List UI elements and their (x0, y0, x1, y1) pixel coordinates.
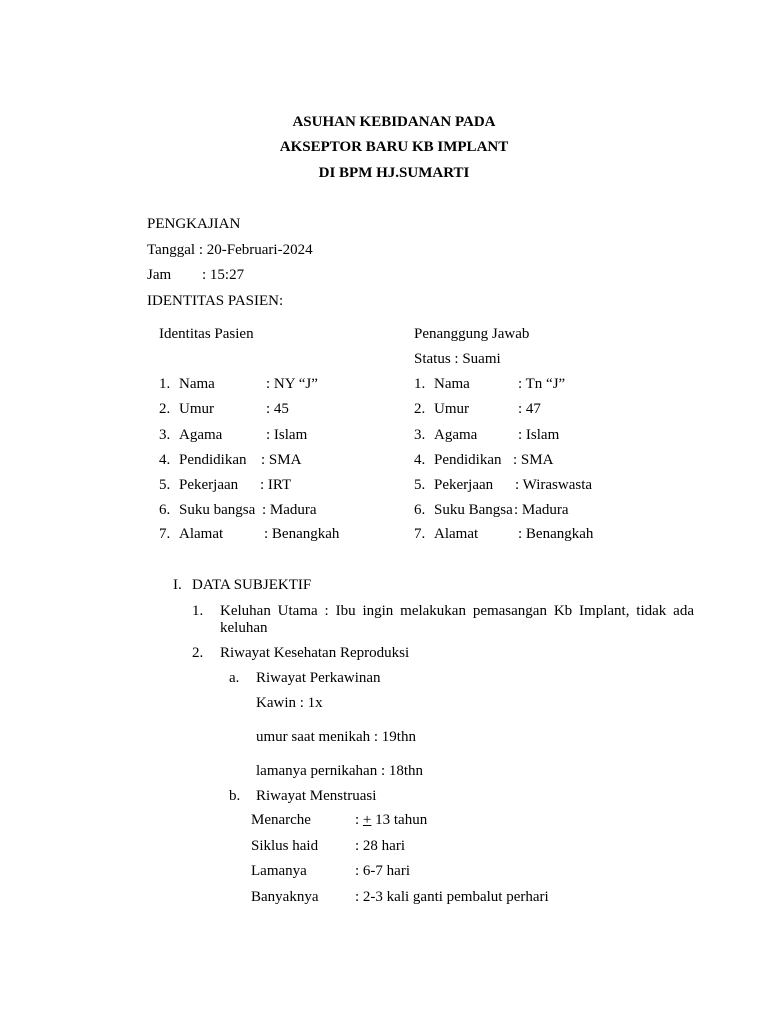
riwayat-menstruasi-heading: Riwayat Menstruasi (256, 788, 377, 804)
guardian-heading: Penanggung Jawab (414, 326, 530, 342)
keluhan-utama-line-1: Keluhan Utama : Ibu ingin melakukan pemasangan Kb Implant, tidak ada (220, 603, 694, 619)
tanggal-line: Tanggal : 20-Februari-2024 (147, 242, 313, 258)
section-number: I. (173, 577, 182, 593)
identity-row-label: Umur (434, 401, 469, 417)
plus-minus-sign: + (362, 812, 372, 828)
identity-row-label: Alamat (434, 526, 479, 542)
identity-row-label: Pendidikan (434, 452, 502, 468)
banyaknya-value: : 2-3 kali ganti pembalut perhari (355, 889, 549, 905)
jam-value: : 15:27 (202, 267, 245, 283)
identity-row-number: 4. (414, 452, 426, 468)
pengkajian-heading: PENGKAJIAN (147, 216, 241, 232)
identity-row-label: Pekerjaan (434, 477, 494, 493)
lamanya-value: : 6-7 hari (355, 863, 410, 879)
identity-row-number: 3. (414, 427, 426, 443)
title-line-1: ASUHAN KEBIDANAN PADA (292, 114, 496, 130)
sub-a-letter: a. (229, 670, 240, 686)
identity-row-value: : Benangkah (264, 526, 340, 542)
identity-row-label: Pendidikan (179, 452, 247, 468)
siklus-haid-label: Siklus haid (251, 838, 319, 854)
title-line-2: AKSEPTOR BARU KB IMPLANT (279, 139, 509, 155)
identity-row-value: : Wiraswasta (515, 477, 593, 493)
identity-row-value: : NY “J” (266, 376, 318, 392)
identity-row-number: 3. (159, 427, 171, 443)
identity-row-number: 2. (414, 401, 426, 417)
patient-heading: Identitas Pasien (159, 326, 254, 342)
identity-row-number: 5. (159, 477, 171, 493)
identity-row-value: : Benangkah (518, 526, 594, 542)
identity-row-number: 4. (159, 452, 171, 468)
identity-row-value: : Madura (514, 502, 569, 518)
item-1-number: 1. (192, 603, 204, 619)
lamanya-label: Lamanya (251, 863, 307, 879)
item-2-number: 2. (192, 645, 204, 661)
identity-row-number: 6. (414, 502, 426, 518)
identity-row-value: : 47 (518, 401, 541, 417)
identitas-heading: IDENTITAS PASIEN: (147, 293, 284, 309)
riwayat-perkawinan-heading: Riwayat Perkawinan (256, 670, 381, 686)
identity-row-label: Agama (434, 427, 478, 443)
keluhan-utama-line-2: keluhan (220, 620, 268, 636)
identity-row-label: Umur (179, 401, 214, 417)
section-heading: DATA SUBJEKTIF (192, 577, 312, 593)
identity-row-number: 7. (414, 526, 426, 542)
banyaknya-label: Banyaknya (251, 889, 319, 905)
identity-row-label: Agama (179, 427, 223, 443)
identity-row-value: : SMA (261, 452, 302, 468)
kawin-line: Kawin : 1x (256, 695, 323, 711)
guardian-status: Status : Suami (414, 351, 501, 367)
siklus-haid-value: : 28 hari (355, 838, 405, 854)
identity-row-value: : Madura (262, 502, 317, 518)
identity-row-value: : IRT (260, 477, 292, 493)
identity-row-value: : 45 (266, 401, 289, 417)
identity-row-number: 1. (414, 376, 426, 392)
sub-b-letter: b. (229, 788, 241, 804)
umur-menikah-line: umur saat menikah : 19thn (256, 729, 416, 745)
identity-row-number: 6. (159, 502, 171, 518)
identity-row-label: Suku bangsa (179, 502, 256, 518)
menarche-value: : + 13 tahun (355, 812, 428, 828)
title-line-3: DI BPM HJ.SUMARTI (318, 165, 470, 181)
identity-row-value: : SMA (513, 452, 554, 468)
identity-row-label: Suku Bangsa (434, 502, 513, 518)
identity-row-number: 1. (159, 376, 171, 392)
menarche-label: Menarche (251, 812, 311, 828)
identity-row-value: : Islam (518, 427, 560, 443)
identity-row-value: : Tn “J” (518, 376, 566, 392)
identity-row-label: Nama (179, 376, 215, 392)
identity-row-number: 7. (159, 526, 171, 542)
identity-row-label: Pekerjaan (179, 477, 239, 493)
identity-row-label: Nama (434, 376, 470, 392)
jam-label: Jam (147, 267, 172, 283)
identity-row-label: Alamat (179, 526, 224, 542)
riwayat-kesehatan-reproduksi: Riwayat Kesehatan Reproduksi (220, 645, 410, 661)
identity-row-number: 5. (414, 477, 426, 493)
identity-row-number: 2. (159, 401, 171, 417)
lama-pernikahan-line: lamanya pernikahan : 18thn (256, 763, 424, 779)
identity-row-value: : Islam (266, 427, 308, 443)
